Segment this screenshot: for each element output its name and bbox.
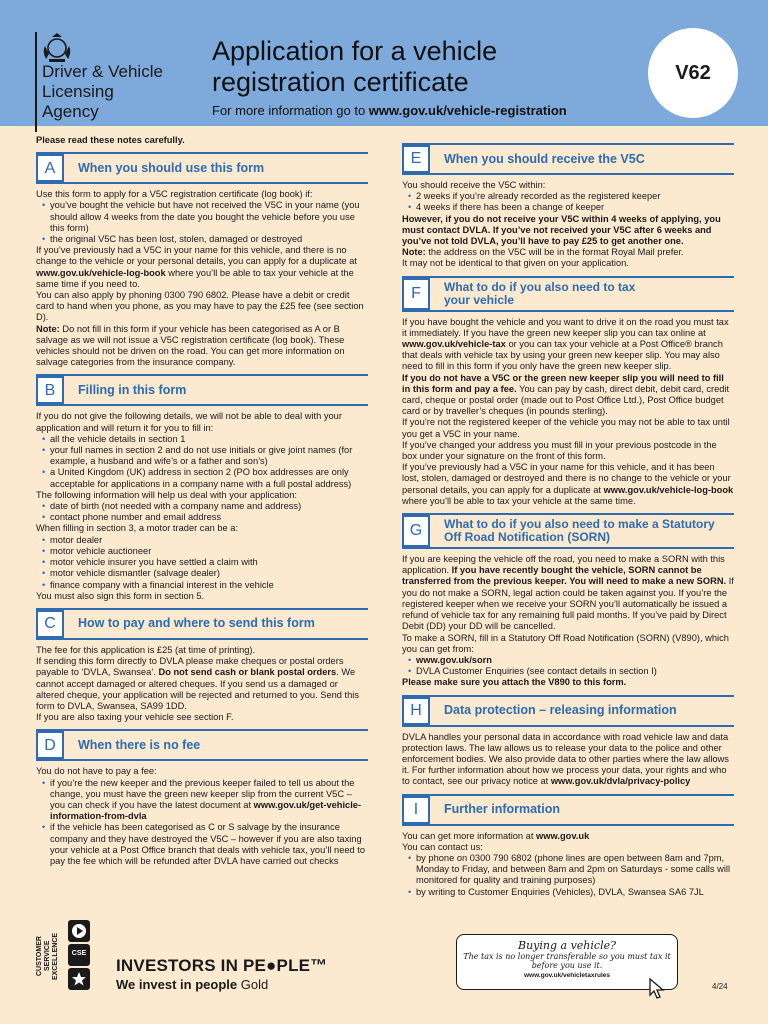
revision-date: 4/24: [712, 982, 728, 991]
section-h-header: [402, 695, 734, 727]
agency-line-1: Driver & Vehicle: [42, 62, 163, 81]
mouse-cursor-icon: [648, 978, 666, 1000]
paragraph: You must also sign this form in section 5.: [36, 590, 205, 601]
note-text: Do not fill in this form if your vehicle has been categorised as A or B salvage as we will not issue a V5C registration certificate (log book). These vehicles should not be driven on the road. You can get more information on salvage categories from the insurance company.: [36, 323, 345, 368]
link[interactable]: www.gov.uk/get-vehicle-information-from-dvla: [50, 799, 362, 822]
footer-logos: [36, 918, 336, 998]
title-line: your vehicle: [444, 292, 515, 307]
bold-text: Please make sure you attach the V890 to this form.: [402, 677, 627, 688]
section-letter: H: [402, 697, 430, 725]
paragraph: You do not have to pay a fee:: [36, 766, 157, 777]
paragraph: If you are also taxing your vehicle see section F.: [36, 712, 234, 723]
bullet-list: [36, 535, 368, 591]
note-text: the address on the V5C will be in the format Royal Mail prefer.: [425, 247, 684, 258]
paragraph: If you’re not the registered keeper of the vehicle you may not be able to tax until you get a V5C in your name.: [402, 417, 730, 439]
list-item: • by writing to Customer Enquiries (Vehicles), DVLA, Swansea SA6 7JL: [416, 887, 734, 898]
text-span: If you’ve previously had a V5C in your name for this vehicle, and it has been lost, stolen, damaged or destroyed and there is no change to the vehicle or your personal details, you can apply for a duplicate at: [402, 462, 731, 495]
bullet-list: [36, 501, 368, 523]
paragraph: [402, 247, 734, 258]
list-item: • 2 weeks if you’re already recorded as the registered keeper: [416, 191, 734, 202]
paragraph: [36, 656, 368, 712]
cse-vertical-text: CUSTOMER SERVICE EXCELLENCE: [36, 932, 59, 980]
page-title: [212, 36, 497, 98]
section-letter: D: [36, 731, 64, 759]
list-item: • all the vehicle details in section 1: [50, 434, 368, 445]
list-item: • motor vehicle dismantler (salvage dealer): [50, 568, 368, 579]
right-column: [402, 143, 734, 898]
title-line-1: Application for a vehicle: [212, 36, 498, 66]
royal-crest-icon: [40, 32, 74, 64]
section-f-header: [402, 276, 734, 312]
section-title: [444, 515, 715, 547]
cse-label: CSE: [71, 950, 87, 957]
text-span: If you are keeping the vehicle off the road, you need to make a SORN with this application.: [402, 554, 725, 576]
paragraph: When filling in section 3, a motor trader can be a:: [36, 523, 239, 534]
link[interactable]: www.gov.uk/vehicle-tax: [402, 339, 506, 350]
text-span: where you’ll be able to tax your vehicle at the same time.: [402, 495, 636, 506]
section-title: When you should use this form: [78, 160, 265, 175]
paragraph: To make a SORN, fill in a Statutory Off Road Notification (SORN) (V890), which you can get from:: [402, 632, 729, 654]
list-item: [416, 655, 734, 666]
section-letter: B: [36, 376, 64, 404]
vehicle-tax-callout: [456, 934, 678, 990]
star-icon: [68, 968, 90, 990]
header-band: [0, 0, 768, 126]
tagline-level: Gold: [240, 977, 269, 992]
list-item: • date of birth (not needed with a company name and address): [50, 501, 368, 512]
tagline-text: We invest in people: [116, 977, 241, 992]
link[interactable]: www.gov.uk/dvla/privacy-policy: [550, 776, 691, 787]
section-title: When there is no fee: [78, 737, 201, 752]
section-a-header: [36, 152, 368, 184]
paragraph: [402, 554, 734, 632]
bold-text: If you do not have a V5C or the green new keeper slip you will need to fill in this form and pay a fee.: [402, 372, 724, 394]
section-i-header: [402, 794, 734, 826]
paragraph: You should receive the V5C within:: [402, 180, 546, 190]
paragraph: If you’ve changed your address you must fill in your previous postcode in the box under your signature on the front of this form.: [402, 439, 717, 462]
callout-link[interactable]: www.gov.uk/vehicletaxrules: [524, 972, 610, 979]
paragraph: The following information will help us deal with your application:: [36, 489, 297, 500]
list-item: • DVLA Customer Enquiries (see contact details in section I): [416, 666, 734, 677]
paragraph: If you do not give the following details, we will not be able to deal with your application and will return it for you to fill in:: [36, 411, 342, 433]
bullet-list: [36, 200, 368, 245]
note-label: Note:: [36, 323, 60, 334]
callout-line-2: before you use it.: [531, 961, 603, 970]
bullet-list: [402, 655, 734, 677]
left-column: [36, 135, 368, 867]
bold-text: If you have recently bought the vehicle, SORN cannot be transferred from the previous keeper. You will need to make a new SORN.: [402, 565, 727, 587]
paragraph: [402, 373, 734, 418]
section-title: How to pay and where to send this form: [78, 616, 315, 631]
section-b-header: [36, 374, 368, 406]
paragraph: It may not be identical to that given on your application.: [402, 258, 629, 269]
callout-heading: Buying a vehicle?: [518, 939, 616, 952]
bullet-list: [402, 853, 734, 898]
paragraph: [402, 677, 734, 688]
section-title: Filling in this form: [78, 382, 187, 397]
investors-in-people-tagline: [116, 977, 268, 992]
list-item: • a United Kingdom (UK) address in section 2 (PO box addresses are only acceptable for applications in a company name with a full postal address): [50, 467, 368, 489]
form-code-badge: V62: [648, 28, 738, 118]
list-item: [50, 778, 368, 823]
paragraph: You can also apply by phoning 0300 790 6802. Please have a debit or credit card to hand when you phone, as you may have to pay the £25 fee (see section D).: [36, 290, 364, 323]
text-span: if you’re the new keeper and the previous keeper failed to tell us about the change, you must have the green new keeper slip from the current V5C – you can check if you have the latest document at: [50, 777, 355, 810]
section-letter: C: [36, 610, 64, 638]
section-letter: A: [36, 154, 64, 182]
investors-in-people-logo: INVESTORS IN PE●PLE™: [116, 956, 328, 975]
bullet-list: [36, 434, 368, 490]
paragraph: The fee for this application is £25 (at time of printing).: [36, 644, 256, 655]
section-letter: G: [402, 515, 430, 547]
text-span: If you have bought the vehicle and you want to drive it on the road you must tax it immediately. If you have the green new keeper slip you can tax online at: [402, 316, 729, 338]
link[interactable]: www.gov.uk: [536, 830, 590, 841]
agency-line-2: Licensing: [42, 82, 114, 101]
text-span: If sending this form directly to DVLA please make cheques or postal orders payable to ‘DVLA, Swansea’.: [36, 656, 344, 678]
text-span: or you can tax your vehicle at a Post Office® branch that deals with vehicle tax by using your green new keeper slip. You may also need to fill in this form if you only have the green new keeper slip.: [402, 339, 723, 372]
list-item: • 4 weeks if there has been a change of keeper: [416, 202, 734, 213]
section-title: [444, 278, 635, 310]
bullet-list: [402, 191, 734, 213]
paragraph: [402, 462, 734, 507]
list-item: • contact phone number and email address: [50, 512, 368, 523]
list-item: • if the vehicle has been categorised as C or S salvage by the insurance company and they have destroyed the V5C – however if you are also taxing your vehicle at a Post Office branch that deals with vehicle tax, you’ll need to pay the fee which will be refunded after DVLA have carried out checks: [50, 822, 368, 867]
paragraph: Use this form to apply for a V5C registration certificate (log book) if:: [36, 189, 313, 200]
note-label: Note:: [402, 247, 426, 258]
list-item: • motor vehicle insurer you have settled a claim with: [50, 557, 368, 568]
cse-icon-stack: [68, 920, 92, 992]
paragraph: [36, 245, 368, 290]
text-span: where you’ll be able to tax your vehicle at the same time if you need to.: [36, 267, 354, 289]
paragraph: [402, 214, 734, 248]
agency-divider: [35, 32, 37, 132]
bold-text: However, if you do not receive your V5C within 4 weeks of applying, you must contact DVLA. If you’ve not received your V5C after 6 weeks and you’ve not told DVLA, you’ll have to pay £25 to get another one.: [402, 213, 721, 247]
section-g-header: [402, 513, 734, 549]
title-line: Off Road Notification (SORN): [444, 530, 610, 545]
paragraph: [402, 732, 734, 788]
section-e-header: [402, 143, 734, 175]
bullet-list: [36, 778, 368, 868]
list-item: • motor dealer: [50, 535, 368, 546]
bold-text: Do not send cash or blank postal orders: [158, 667, 337, 678]
list-item: • your full names in section 2 and do not use initials or give joint names (for example, a husband and wife’s or a father and son’s): [50, 445, 368, 467]
play-icon: [68, 920, 90, 942]
section-c-header: [36, 608, 368, 640]
list-item: • you’ve bought the vehicle but have not received the V5C in your name (you should allow 4 weeks from the date you bought the vehicle before you use this form): [50, 200, 368, 234]
paragraph: [402, 831, 734, 842]
cse-label-icon: [68, 944, 90, 966]
text-span: If you’ve previously had a V5C in your name for this vehicle, and there is no change to the vehicle or your personal details, you can apply for a duplicate at: [36, 245, 357, 267]
section-letter: E: [402, 145, 430, 173]
section-title: Data protection – releasing information: [444, 703, 677, 718]
link[interactable]: www.gov.uk/sorn: [416, 654, 492, 665]
intro-text: Please read these notes carefully.: [36, 135, 185, 145]
text-span: You can pay by cash, direct debit, debit card, credit card, cheque or postal order (made out to Post Office Ltd.), Post Office budget card or by traveller’s cheques (in pounds sterling).: [402, 383, 730, 417]
list-item: • finance company with a financial interest in the vehicle: [50, 580, 368, 591]
link[interactable]: www.gov.uk/vehicle-log-book: [603, 484, 734, 495]
paragraph: [402, 317, 734, 373]
more-info-prefix: For more information go to: [212, 103, 369, 118]
list-item: • the original V5C has been lost, stolen, damaged or destroyed: [50, 234, 368, 245]
section-d-header: [36, 729, 368, 761]
more-info-text: [212, 103, 567, 118]
text-span: You can get more information at: [402, 830, 537, 841]
title-line: What to do if you also need to tax: [444, 279, 636, 294]
text-span: DVLA handles your personal data in accordance with road vehicle law and data protection laws. The law allows us to release your data to the police and other enforcement bodies. We also provide data to other parties where the law allows it. For further information about how we process your data, your rights and who to contact, see our privacy notice at: [402, 731, 729, 787]
paragraph: You can contact us:: [402, 841, 483, 852]
title-line: What to do if you also need to make a Statutory: [444, 517, 715, 532]
section-title: When you should receive the V5C: [444, 151, 645, 166]
section-letter: F: [402, 278, 430, 310]
callout-line-1: The tax is no longer transferable so you must tax it: [463, 952, 671, 961]
text-span: . We cannot accept damaged or altered cheques. If you send us a damaged or altered cheque, your application will be rejected and returned to you. Send this form to DVLA, Swansea, SA99 1DD.: [36, 667, 360, 711]
text-span: If you do not make a SORN, legal action could be taken against you. If you’re the registered keeper when we receive your SORN you’ll automatically be issued a refund of vehicle tax for any remaining full paid months. If you’ve paid by Direct Debit (DD) your DD will be cancelled.: [402, 576, 734, 632]
more-info-link[interactable]: www.gov.uk/vehicle-registration: [368, 103, 567, 118]
list-item: • motor vehicle auctioneer: [50, 546, 368, 557]
list-item: • by phone on 0300 790 6802 (phone lines are open between 8am and 7pm, Monday to Friday, and between 8am and 2pm on Saturdays - some calls will monitored for quality and training purposes): [416, 853, 734, 887]
agency-name: [42, 62, 163, 122]
section-letter: I: [402, 796, 430, 824]
link[interactable]: www.gov.uk/vehicle-log-book: [36, 267, 166, 278]
section-title: Further information: [444, 802, 560, 817]
title-line-2: registration certificate: [212, 67, 469, 97]
agency-line-3: Agency: [42, 102, 99, 121]
paragraph: [36, 324, 368, 369]
